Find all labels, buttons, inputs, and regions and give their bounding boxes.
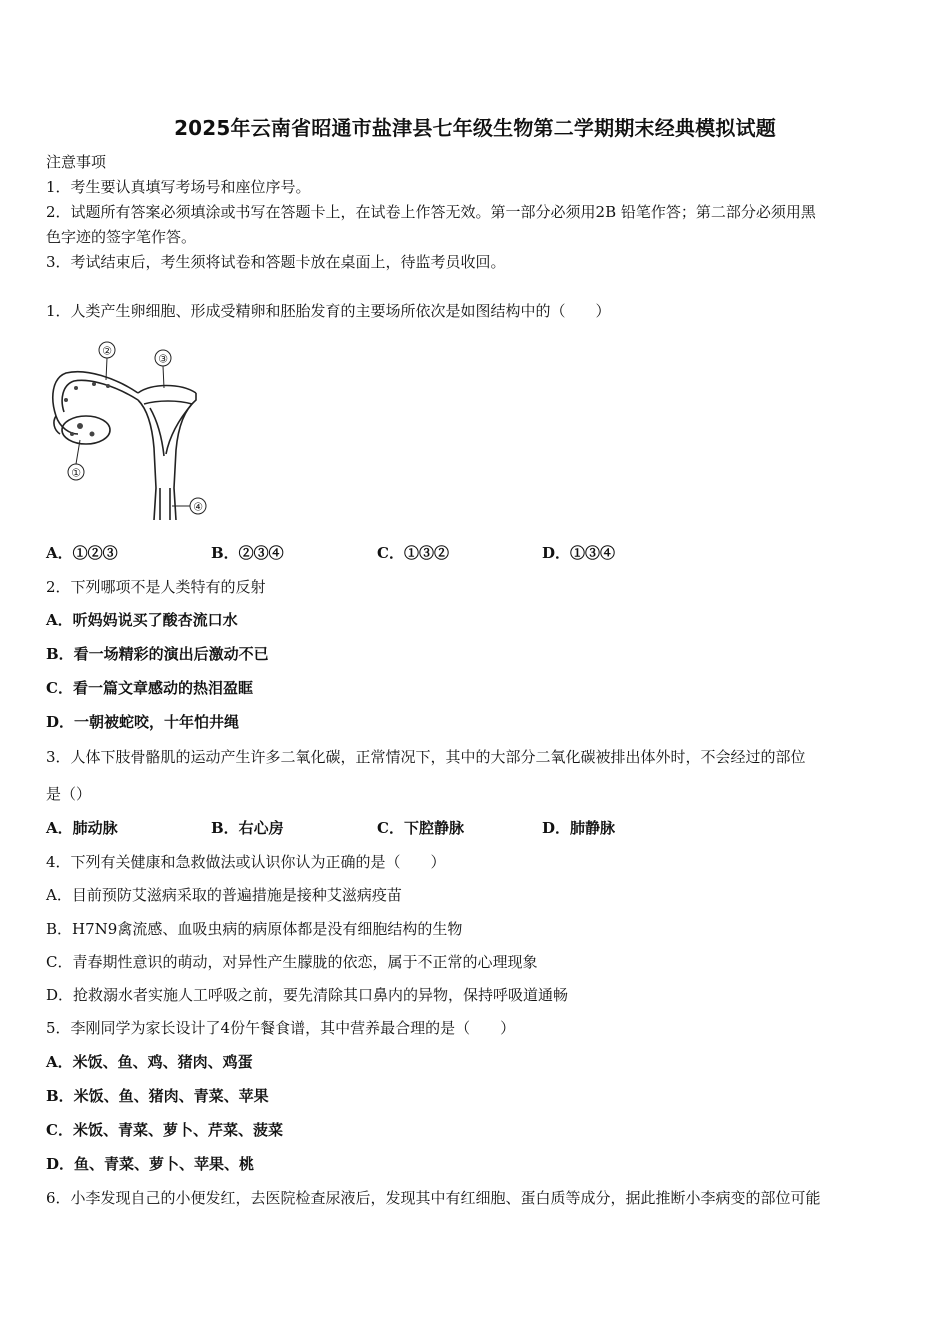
question-stem: 5．李刚同学为家长设计了4份午餐食谱，其中营养最合理的是（ ） [46,1019,516,1037]
option-c: C．下腔静脉 [377,819,464,837]
notice-item: 2．试题所有答案必须填涂或书写在答题卡上，在试卷上作答无效。第一部分必须用2B 铅笔作答；第二部分必须用黑 [46,203,816,221]
question-stem: 4．下列有关健康和急救做法或认识你认为正确的是（ ） [46,853,446,871]
option-c: C．米饭、青菜、萝卜、芹菜、菠菜 [46,1121,283,1139]
option-c: C．青春期性意识的萌动，对异性产生朦胧的依恋，属于不正常的心理现象 [46,953,538,971]
option-d: D．一朝被蛇咬，十年怕井绳 [46,713,240,731]
option-c: C．看一篇文章感动的热泪盈眶 [46,679,253,697]
option-b: B．看一场精彩的演出后激动不已 [46,645,269,663]
option-b: B．米饭、鱼、猪肉、青菜、苹果 [46,1087,269,1105]
option-a: A．①②③ [46,544,118,562]
question-stem: 2．下列哪项不是人类特有的反射 [46,578,266,596]
notice-item: 3．考试结束后，考生须将试卷和答题卡放在桌面上，待监考员收回。 [46,253,506,271]
option-row [46,543,906,563]
question-stem: 1．人类产生卵细胞、形成受精卵和胚胎发育的主要场所依次是如图结构中的（ ） [46,302,611,320]
question-stem-continued: 是（） [46,785,92,803]
option-a: A．肺动脉 [46,819,118,837]
option-c: C．①③② [377,544,449,562]
figure-label: ① [71,466,81,480]
option-d: D．鱼、青菜、萝卜、苹果、桃 [46,1155,255,1173]
exam-title: 2025年云南省昭通市盐津县七年级生物第二学期期末经典模拟试题 [174,116,776,140]
option-b: B．②③④ [211,544,284,562]
option-a: A．目前预防艾滋病采取的普遍措施是接种艾滋病疫苗 [46,886,402,904]
option-row [46,818,906,838]
figure-label: ③ [158,352,168,366]
question-stem: 6．小李发现自己的小便发红，去医院检查尿液后，发现其中有红细胞、蛋白质等成分，据此推断小李病变的部位可能 [46,1189,821,1207]
option-b: B．右心房 [211,819,284,837]
uterus-diagram [46,338,216,520]
notice-item: 1．考生要认真填写考场号和座位序号。 [46,178,311,196]
question-stem: 3．人体下肢骨骼肌的运动产生许多二氧化碳，正常情况下，其中的大部分二氧化碳被排出体外时，不会经过的部位 [46,748,806,766]
figure-label: ② [102,344,112,358]
option-d: D．抢救溺水者实施人工呼吸之前，要先清除其口鼻内的异物，保持呼吸道通畅 [46,986,569,1004]
option-d: D．肺静脉 [542,819,616,837]
option-a: A．听妈妈说买了酸杏流口水 [46,611,238,629]
notice-heading: 注意事项 [46,153,107,171]
uterus-diagram-svg [46,338,216,520]
figure-label: ④ [193,500,203,514]
option-a: A．米饭、鱼、鸡、猪肉、鸡蛋 [46,1053,253,1071]
notice-item: 色字迹的签字笔作答。 [46,228,197,246]
option-d: D．①③④ [542,544,616,562]
option-b: B．H7N9禽流感、血吸虫病的病原体都是没有细胞结构的生物 [46,920,463,938]
